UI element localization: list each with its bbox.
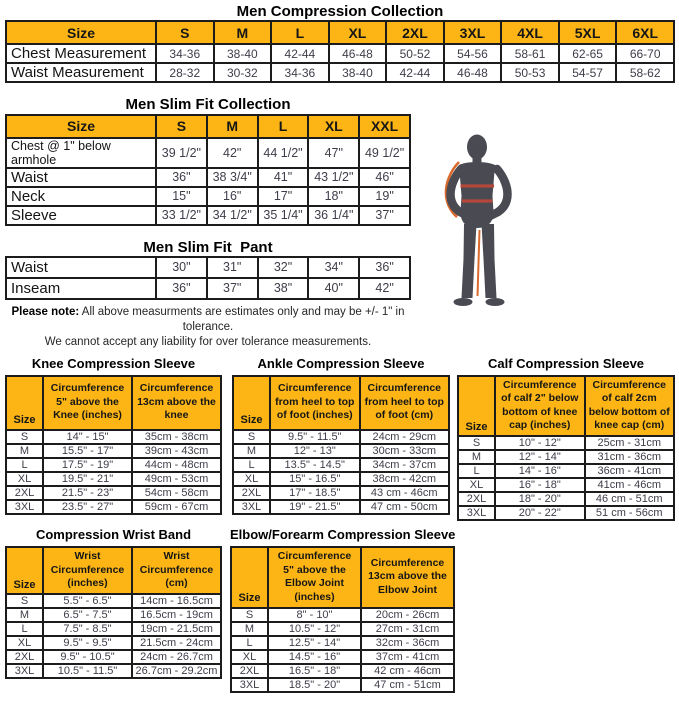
value-cell: 54-57 <box>559 63 617 82</box>
value-cell: 30-32 <box>214 63 272 82</box>
row-label-cell: L <box>6 458 43 472</box>
table-row <box>6 257 410 278</box>
value-cell: 15.5" - 17" <box>43 444 132 458</box>
column-header: S <box>156 21 214 44</box>
value-cell: 42" <box>207 138 258 168</box>
value-cell: 43 1/2" <box>308 168 359 187</box>
row-label-cell: L <box>6 622 43 636</box>
value-cell: 38-40 <box>214 44 272 63</box>
column-header: L <box>258 115 309 138</box>
row-label-cell: S <box>458 436 495 450</box>
table-row <box>6 650 221 664</box>
column-header: Size <box>6 376 43 430</box>
value-cell: 8" - 10" <box>268 608 361 622</box>
elbow-sleeve-title: Elbow/Forearm Compression Sleeve <box>230 527 456 543</box>
value-cell: 32cm - 36cm <box>361 636 454 650</box>
table-row <box>6 472 221 486</box>
value-cell: 38-40 <box>329 63 387 82</box>
ankle-sleeve-table <box>232 375 450 515</box>
value-cell: 46-48 <box>329 44 387 63</box>
header-row <box>6 547 221 594</box>
row-label-cell: 2XL <box>231 664 268 678</box>
male-body-silhouette-icon <box>444 134 514 316</box>
row-label-cell: 3XL <box>6 500 43 514</box>
value-cell: 28-32 <box>156 63 214 82</box>
section-men-compression <box>5 3 675 83</box>
row-label-cell: 2XL <box>458 492 495 506</box>
men-compression-table <box>5 20 675 83</box>
table-row <box>233 500 449 514</box>
row-label-cell: M <box>233 444 270 458</box>
value-cell: 38cm - 42cm <box>360 472 450 486</box>
value-cell: 49 1/2" <box>359 138 410 168</box>
value-cell: 44cm - 48cm <box>132 458 221 472</box>
table-row <box>233 444 449 458</box>
row-label-cell: 3XL <box>231 678 268 692</box>
column-header: Size <box>233 376 270 430</box>
row-label-cell: XL <box>231 650 268 664</box>
row-label-cell: 3XL <box>233 500 270 514</box>
value-cell: 24cm - 26.7cm <box>132 650 221 664</box>
table-row <box>6 430 221 444</box>
row-label-cell: XL <box>6 636 43 650</box>
value-cell: 26.7cm - 29.2cm <box>132 664 221 678</box>
value-cell: 12.5" - 14" <box>268 636 361 650</box>
section-slim-fit <box>5 96 675 349</box>
value-cell: 13.5" - 14.5" <box>270 458 360 472</box>
value-cell: 19.5" - 21" <box>43 472 132 486</box>
value-cell: 36 1/4" <box>308 206 359 225</box>
value-cell: 34-36 <box>271 63 329 82</box>
value-cell: 18" - 20" <box>495 492 585 506</box>
table-row <box>458 436 674 450</box>
column-header: XL <box>329 21 387 44</box>
value-cell: 20cm - 26cm <box>361 608 454 622</box>
row-label-cell: Chest @ 1" below armhole <box>6 138 156 168</box>
column-header: M <box>214 21 272 44</box>
value-cell: 34 1/2" <box>207 206 258 225</box>
value-cell: 58-61 <box>501 44 559 63</box>
value-cell: 25cm - 31cm <box>585 436 675 450</box>
value-cell: 46" <box>359 168 410 187</box>
header-row <box>231 547 454 608</box>
column-header: 4XL <box>501 21 559 44</box>
value-cell: 35 1/4" <box>258 206 309 225</box>
value-cell: 7.5" - 8.5" <box>43 622 132 636</box>
row-label-cell: M <box>6 608 43 622</box>
inseam-measurement-line <box>478 230 480 296</box>
value-cell: 39cm - 43cm <box>132 444 221 458</box>
wrist-band-title: Compression Wrist Band <box>35 527 192 543</box>
section-sleeves-row2 <box>5 521 679 693</box>
value-cell: 54-56 <box>444 44 502 63</box>
column-header: Size <box>6 115 156 138</box>
row-label-cell: M <box>458 450 495 464</box>
value-cell: 36" <box>156 168 207 187</box>
value-cell: 9.5" - 10.5" <box>43 650 132 664</box>
table-row <box>6 594 221 608</box>
value-cell: 10" - 12" <box>495 436 585 450</box>
column-header: Circumference 5" above the Knee (inches) <box>43 376 132 430</box>
table-row <box>458 506 674 520</box>
calf-sleeve-table <box>457 375 675 522</box>
value-cell: 37cm - 41cm <box>361 650 454 664</box>
value-cell: 14" - 15" <box>43 430 132 444</box>
value-cell: 47 cm - 51cm <box>361 678 454 692</box>
column-header: 2XL <box>386 21 444 44</box>
calf-sleeve-title: Calf Compression Sleeve <box>487 355 645 371</box>
value-cell: 12" - 14" <box>495 450 585 464</box>
table-row <box>6 664 221 678</box>
row-label-cell: L <box>233 458 270 472</box>
value-cell: 16" - 18" <box>495 478 585 492</box>
column-header: Size <box>6 21 156 44</box>
value-cell: 14.5" - 16" <box>268 650 361 664</box>
table-row <box>231 608 454 622</box>
value-cell: 17.5" - 19" <box>43 458 132 472</box>
column-header: M <box>207 115 258 138</box>
value-cell: 19" - 21.5" <box>270 500 360 514</box>
column-header: Circumference from heel to top of foot (cm) <box>360 376 450 430</box>
table-row <box>6 138 410 168</box>
value-cell: 47 cm - 50cm <box>360 500 450 514</box>
men-compression-title: Men Compression Collection <box>236 3 444 20</box>
value-cell: 9.5" - 11.5" <box>270 430 360 444</box>
table-row <box>6 63 674 82</box>
table-row <box>231 636 454 650</box>
table-row <box>231 622 454 636</box>
table-row <box>458 478 674 492</box>
value-cell: 42-44 <box>271 44 329 63</box>
value-cell: 36" <box>359 257 410 278</box>
value-cell: 33 1/2" <box>156 206 207 225</box>
row-label-cell: S <box>6 594 43 608</box>
value-cell: 49cm - 53cm <box>132 472 221 486</box>
value-cell: 34" <box>308 257 359 278</box>
value-cell: 15" - 16.5" <box>270 472 360 486</box>
male-figure-illustration <box>444 134 514 316</box>
table-row <box>458 464 674 478</box>
row-label-cell: S <box>231 608 268 622</box>
note-prefix: Please note: <box>11 305 80 318</box>
value-cell: 46-48 <box>444 63 502 82</box>
value-cell: 35cm - 38cm <box>132 430 221 444</box>
header-row <box>6 21 674 44</box>
column-header: Wrist Circumference (cm) <box>132 547 221 594</box>
row-label-cell: 2XL <box>233 486 270 500</box>
value-cell: 50-53 <box>501 63 559 82</box>
value-cell: 18" <box>308 187 359 206</box>
column-header: S <box>156 115 207 138</box>
value-cell: 18.5" - 20" <box>268 678 361 692</box>
table-row <box>233 472 449 486</box>
knee-sleeve-table <box>5 375 222 515</box>
row-label-cell: Waist <box>6 257 156 278</box>
value-cell: 30cm - 33cm <box>360 444 450 458</box>
value-cell: 46 cm - 51cm <box>585 492 675 506</box>
column-header: 5XL <box>559 21 617 44</box>
value-cell: 50-52 <box>386 44 444 63</box>
value-cell: 16.5" - 18" <box>268 664 361 678</box>
header-row <box>6 115 410 138</box>
column-header: 6XL <box>616 21 674 44</box>
row-label-cell: 3XL <box>6 664 43 678</box>
table-row <box>6 278 410 299</box>
row-label-cell: M <box>6 444 43 458</box>
row-label-cell: 2XL <box>6 650 43 664</box>
value-cell: 40" <box>308 278 359 299</box>
table-row <box>231 678 454 692</box>
value-cell: 58-62 <box>616 63 674 82</box>
wrist-band-table <box>5 546 222 679</box>
column-header: Circumference 13cm above the Elbow Joint <box>361 547 454 608</box>
slim-fit-table <box>5 114 411 226</box>
column-header: Circumference of calf 2cm below bottom of knee cap (cm) <box>585 376 675 437</box>
value-cell: 17" <box>258 187 309 206</box>
table-row <box>6 622 221 636</box>
section-sleeves-row1 <box>5 350 679 522</box>
table-row <box>233 458 449 472</box>
row-label-cell: Inseam <box>6 278 156 299</box>
row-label-cell: Waist <box>6 168 156 187</box>
value-cell: 14" - 16" <box>495 464 585 478</box>
slim-fit-title: Men Slim Fit Collection <box>125 96 291 114</box>
value-cell: 38 3/4" <box>207 168 258 187</box>
value-cell: 39 1/2" <box>156 138 207 168</box>
row-label-cell: S <box>233 430 270 444</box>
ankle-sleeve-title: Ankle Compression Sleeve <box>257 355 425 371</box>
row-label-cell: L <box>458 464 495 478</box>
row-label-cell: XL <box>6 472 43 486</box>
table-row <box>6 187 410 206</box>
column-header: Circumference of calf 2" below bottom of knee cap (inches) <box>495 376 585 437</box>
value-cell: 34cm - 37cm <box>360 458 450 472</box>
header-row <box>6 376 221 430</box>
table-row <box>458 450 674 464</box>
value-cell: 36cm - 41cm <box>585 464 675 478</box>
table-row <box>6 636 221 650</box>
value-cell: 66-70 <box>616 44 674 63</box>
column-header: Size <box>6 547 43 594</box>
value-cell: 42" <box>359 278 410 299</box>
value-cell: 16.5cm - 19cm <box>132 608 221 622</box>
table-row <box>6 458 221 472</box>
value-cell: 10.5" - 12" <box>268 622 361 636</box>
value-cell: 41" <box>258 168 309 187</box>
table-row <box>6 444 221 458</box>
value-cell: 16" <box>207 187 258 206</box>
note-line1: All above measurments are estimates only and may be +/- 1" in tolerance. <box>79 305 405 333</box>
elbow-sleeve-table <box>230 546 455 693</box>
column-header: Circumference 5" above the Elbow Joint (inches) <box>268 547 361 608</box>
table-row <box>6 206 410 225</box>
row-label-cell: XL <box>458 478 495 492</box>
value-cell: 54cm - 58cm <box>132 486 221 500</box>
value-cell: 9.5" - 9.5" <box>43 636 132 650</box>
value-cell: 31cm - 36cm <box>585 450 675 464</box>
column-header: XXL <box>359 115 410 138</box>
slim-fit-pant-title: Men Slim Fit Pant <box>143 238 273 256</box>
value-cell: 32" <box>258 257 309 278</box>
row-label-cell: Sleeve <box>6 206 156 225</box>
value-cell: 15" <box>156 187 207 206</box>
value-cell: 62-65 <box>559 44 617 63</box>
table-row <box>458 492 674 506</box>
row-label-cell: 2XL <box>6 486 43 500</box>
column-header: Circumference from heel to top of foot (inches) <box>270 376 360 430</box>
table-row <box>6 44 674 63</box>
row-label-cell: Waist Measurement <box>6 63 156 82</box>
tolerance-note <box>5 305 411 350</box>
value-cell: 42-44 <box>386 63 444 82</box>
row-label-cell: L <box>231 636 268 650</box>
table-row <box>6 168 410 187</box>
value-cell: 21.5cm - 24cm <box>132 636 221 650</box>
value-cell: 47" <box>308 138 359 168</box>
value-cell: 14cm - 16.5cm <box>132 594 221 608</box>
value-cell: 34-36 <box>156 44 214 63</box>
knee-sleeve-title: Knee Compression Sleeve <box>31 355 196 371</box>
header-row <box>233 376 449 430</box>
column-header: Size <box>231 547 268 608</box>
value-cell: 10.5" - 11.5" <box>43 664 132 678</box>
column-header: 3XL <box>444 21 502 44</box>
value-cell: 41cm - 46cm <box>585 478 675 492</box>
slim-fit-pant-table <box>5 256 411 300</box>
value-cell: 43 cm - 46cm <box>360 486 450 500</box>
value-cell: 21.5" - 23" <box>43 486 132 500</box>
value-cell: 24cm - 29cm <box>360 430 450 444</box>
value-cell: 23.5" - 27" <box>43 500 132 514</box>
value-cell: 12" - 13" <box>270 444 360 458</box>
header-row <box>458 376 674 437</box>
value-cell: 51 cm - 56cm <box>585 506 675 520</box>
value-cell: 27cm - 31cm <box>361 622 454 636</box>
table-row <box>231 650 454 664</box>
value-cell: 42 cm - 46cm <box>361 664 454 678</box>
column-header: Size <box>458 376 495 437</box>
table-row <box>233 430 449 444</box>
column-header: Circumference 13cm above the knee <box>132 376 221 430</box>
value-cell: 30" <box>156 257 207 278</box>
column-header: L <box>271 21 329 44</box>
value-cell: 19" <box>359 187 410 206</box>
table-row <box>233 486 449 500</box>
value-cell: 38" <box>258 278 309 299</box>
table-row <box>6 486 221 500</box>
row-label-cell: XL <box>233 472 270 486</box>
value-cell: 6.5" - 7.5" <box>43 608 132 622</box>
value-cell: 36" <box>156 278 207 299</box>
row-label-cell: S <box>6 430 43 444</box>
value-cell: 19cm - 21.5cm <box>132 622 221 636</box>
value-cell: 5.5" - 6.5" <box>43 594 132 608</box>
value-cell: 20" - 22" <box>495 506 585 520</box>
row-label-cell: M <box>231 622 268 636</box>
value-cell: 44 1/2" <box>258 138 309 168</box>
column-header: Wrist Circumference (inches) <box>43 547 132 594</box>
column-header: XL <box>308 115 359 138</box>
row-label-cell: Chest Measurement <box>6 44 156 63</box>
note-line2: We cannot accept any liability for over tolerance measurements. <box>44 335 372 348</box>
value-cell: 37" <box>359 206 410 225</box>
value-cell: 37" <box>207 278 258 299</box>
value-cell: 59cm - 67cm <box>132 500 221 514</box>
row-label-cell: Neck <box>6 187 156 206</box>
row-label-cell: 3XL <box>458 506 495 520</box>
value-cell: 31" <box>207 257 258 278</box>
value-cell: 17" - 18.5" <box>270 486 360 500</box>
table-row <box>6 608 221 622</box>
table-row <box>6 500 221 514</box>
table-row <box>231 664 454 678</box>
